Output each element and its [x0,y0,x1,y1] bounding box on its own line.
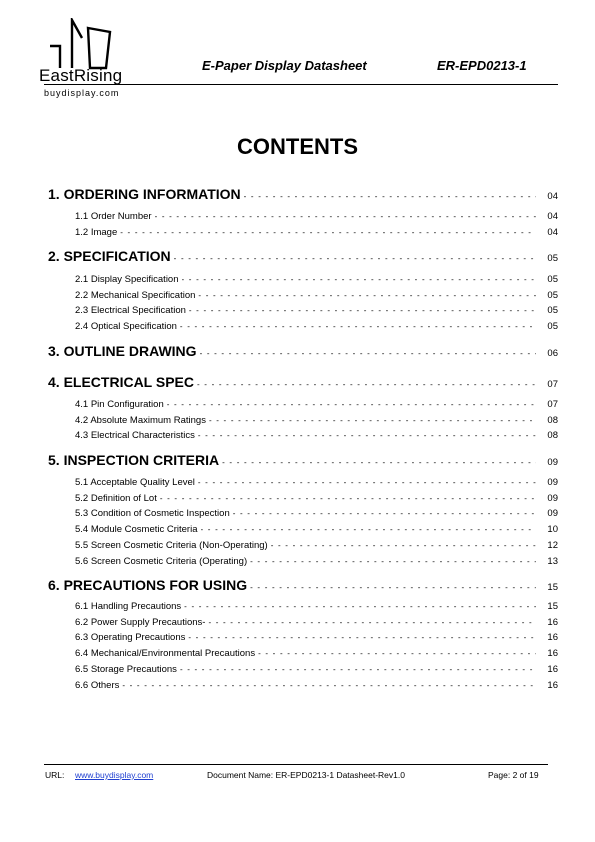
toc-item-label: 1.1 Order Number [75,211,152,222]
toc-section-1[interactable] [48,186,558,206]
toc-item-label: 2.4 Optical Specification [75,321,177,333]
toc-item-4-3[interactable] [75,430,558,444]
toc-item-6-1[interactable] [75,601,558,615]
toc-page-number: 16 [547,648,558,660]
toc-page-number: 04 [547,211,558,222]
toc-page-number: 06 [547,348,558,359]
toc-item-label: 5.5 Screen Cosmetic Criteria (Non-Operating) [75,539,268,551]
toc-dot-leader [160,494,536,503]
toc-section-label: 6. PRECAUTIONS FOR USING [48,577,248,593]
eastrising-logo-mark-icon [46,18,118,70]
toc-page-number: 07 [547,379,558,390]
toc-dot-leader [174,254,536,263]
toc-item-label: 6.3 Operating Precautions [75,632,186,644]
toc-item-label: 5.4 Module Cosmetic Criteria [75,524,198,536]
toc-section-3[interactable] [48,343,558,363]
model-number: ER-EPD0213-1 [437,58,527,73]
toc-dot-leader [182,275,537,284]
toc-dot-leader [258,649,536,658]
toc-page-number: 05 [547,321,558,333]
toc-page-number: 05 [547,305,558,317]
toc-item-6-2[interactable] [75,617,558,631]
toc-page-number: 05 [547,289,558,301]
toc-item-2-4[interactable] [75,321,558,335]
toc-item-2-1[interactable] [75,274,558,288]
toc-section-label: 3. OUTLINE DRAWING [48,343,197,359]
toc-page-number: 09 [547,457,558,468]
toc-item-label: 5.2 Definition of Lot [75,492,157,504]
toc-dot-leader [250,557,536,566]
toc-dot-leader [122,681,536,690]
toc-page-number: 12 [547,539,558,551]
toc-section-label: 4. ELECTRICAL SPEC [48,374,194,390]
toc-page-number: 04 [547,226,558,238]
toc-section-label: 2. SPECIFICATION [48,248,171,264]
toc-item-label: 5.3 Condition of Cosmetic Inspection [75,508,230,520]
footer-divider [44,764,548,765]
toc-page-number: 10 [547,524,558,536]
toc-item-4-1[interactable] [75,399,558,413]
toc-dot-leader [180,322,536,331]
toc-item-label: 4.3 Electrical Characteristics [75,430,195,442]
toc-item-label: 6.1 Handling Precautions [75,601,182,612]
toc-item-4-2[interactable] [75,415,558,429]
toc-item-1-1[interactable] [75,211,558,225]
toc-page-number: 16 [547,679,558,691]
toc-dot-leader [198,431,536,440]
toc-dot-leader [155,212,536,221]
toc-dot-leader [233,509,536,518]
brand-name: EastRising [39,66,123,85]
toc-item-1-2[interactable] [75,227,558,241]
toc-section-5[interactable] [48,452,558,472]
toc-dot-leader [197,380,536,389]
toc-item-label: 4.2 Absolute Maximum Ratings [75,414,206,426]
toc-dot-leader [189,306,536,315]
toc-page-number: 16 [547,632,558,644]
toc-item-label: 6.4 Mechanical/Environmental Precautions [75,648,256,660]
footer-url-label: URL: [45,770,65,780]
toc-dot-leader [244,192,536,201]
toc-dot-leader [222,458,536,467]
toc-item-6-4[interactable] [75,648,558,662]
toc-page-number: 05 [547,274,558,285]
toc-dot-leader [198,291,536,300]
toc-section-4[interactable] [48,374,558,394]
toc-dot-leader [201,525,537,534]
toc-section-label: 1. ORDERING INFORMATION [48,186,241,202]
footer-url-link[interactable]: www.buydisplay.com [75,770,154,780]
toc-item-5-4[interactable] [75,524,558,538]
toc-item-5-1[interactable] [75,477,558,491]
toc-page-number: 07 [547,399,558,410]
toc-item-label: 6.5 Storage Precautions [75,663,177,675]
toc-item-5-3[interactable] [75,508,558,522]
toc-item-label: 4.1 Pin Configuration [75,399,164,410]
toc-dot-leader [180,665,536,674]
toc-page-number: 16 [547,663,558,675]
toc-item-5-2[interactable] [75,493,558,507]
toc-item-label: 2.1 Display Specification [75,274,179,285]
toc-item-label: 6.6 Others [75,679,120,691]
toc-item-2-3[interactable] [75,305,558,319]
toc-page-number: 08 [547,414,558,426]
toc-dot-leader [188,633,536,642]
toc-item-5-6[interactable] [75,556,558,570]
toc-item-5-5[interactable] [75,540,558,554]
toc-item-label: 2.3 Electrical Specification [75,305,186,317]
toc-dot-leader [250,583,536,592]
footer-document-name: Document Name: ER-EPD0213-1 Datasheet-Rev1.0 [207,770,405,780]
toc-page-number: 15 [547,601,558,612]
toc-dot-leader [120,228,536,237]
toc-item-label: 2.2 Mechanical Specification [75,289,196,301]
toc-item-label: 6.2 Power Supply Precautions- [75,616,206,628]
toc-page-number: 08 [547,430,558,442]
toc-item-label: 5.1 Acceptable Quality Level [75,477,195,488]
toc-dot-leader [184,602,536,611]
toc-item-2-2[interactable] [75,290,558,304]
toc-dot-leader [200,349,536,358]
toc-page-number: 09 [547,492,558,504]
toc-section-label: 5. INSPECTION CRITERIA [48,452,220,468]
footer-page-number: Page: 2 of 19 [488,770,539,780]
document-title: E-Paper Display Datasheet [202,58,367,73]
toc-dot-leader [167,400,536,409]
toc-dot-leader [208,618,536,627]
toc-page-number: 09 [547,508,558,520]
brand-url: buydisplay.com [44,88,120,98]
toc-page-number: 13 [547,555,558,567]
toc-dot-leader [209,416,536,425]
toc-item-6-3[interactable] [75,632,558,646]
toc-item-6-6[interactable] [75,680,558,694]
toc-dot-leader [198,478,536,487]
toc-section-2[interactable] [48,248,558,268]
eastrising-logo [38,18,138,98]
toc-section-6[interactable] [48,577,558,597]
toc-page-number: 15 [547,582,558,593]
toc-item-6-5[interactable] [75,664,558,678]
header-divider [44,84,558,85]
toc-page-number: 05 [547,253,558,264]
toc-item-label: 1.2 Image [75,226,118,238]
toc-page-number: 16 [547,616,558,628]
toc-page-number: 04 [547,191,558,202]
toc-item-label: 5.6 Screen Cosmetic Criteria (Operating) [75,555,248,567]
contents-heading: CONTENTS [237,134,358,159]
toc-page-number: 09 [547,477,558,488]
toc-dot-leader [271,541,536,550]
